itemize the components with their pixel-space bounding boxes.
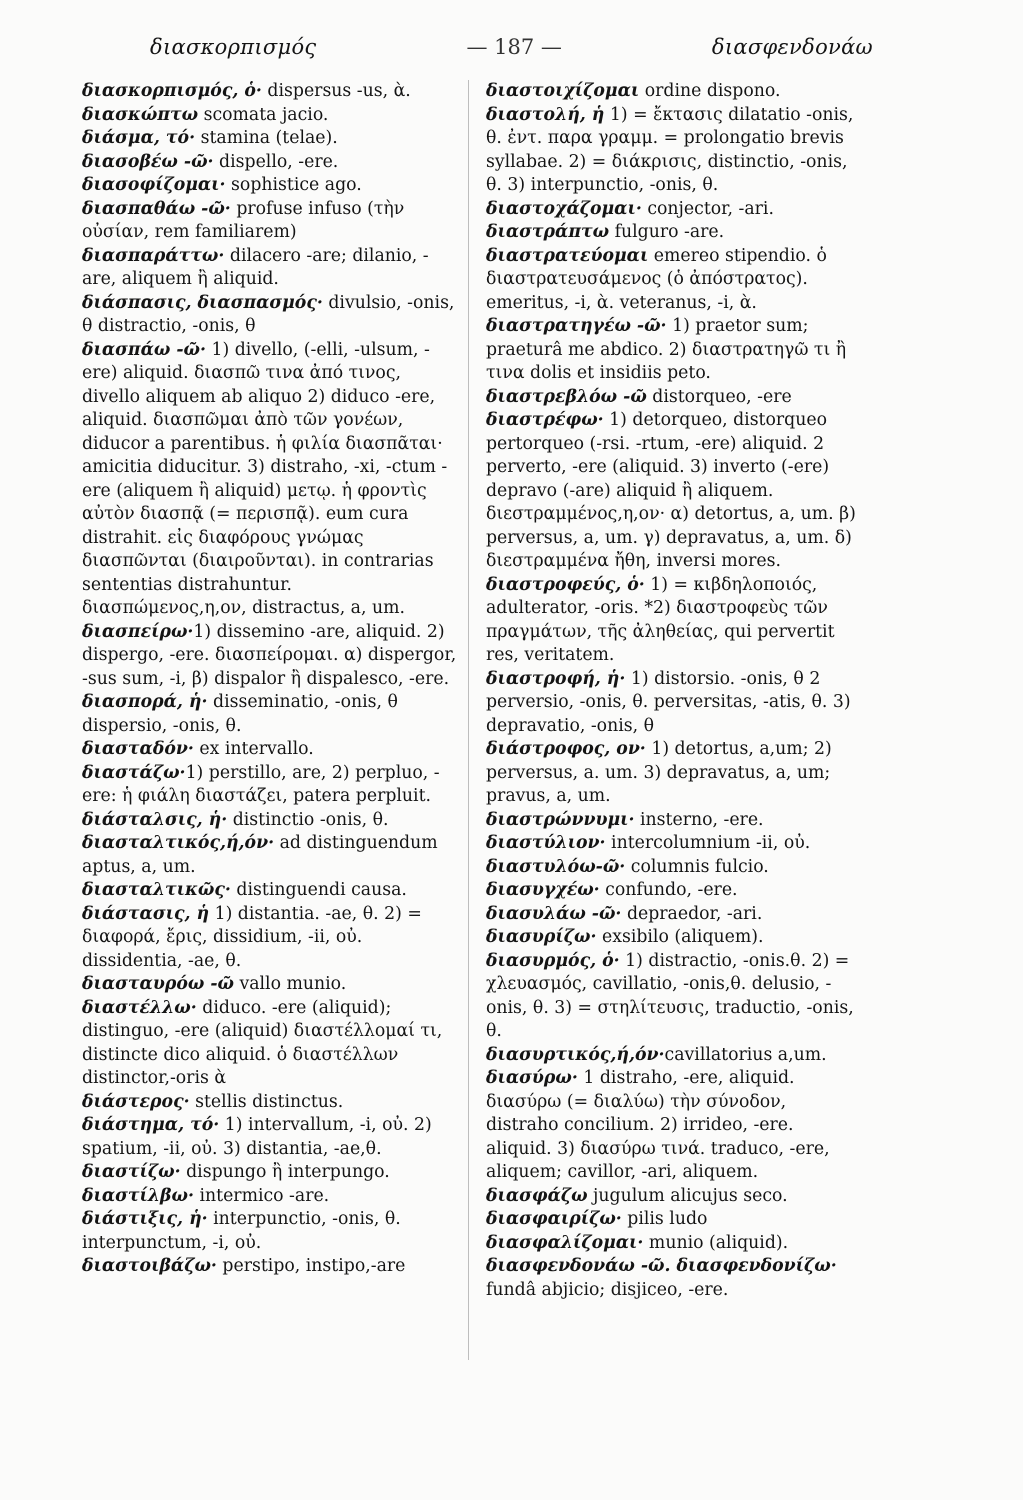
entry-headword: διαστράπτω xyxy=(486,222,610,242)
entry-definition: 1) distractio, -onis.θ. 2) = χλευασμός, cavillatio, -onis,θ. delusio, -onis, θ. 3) = στηλίτευσις, traductio, -onis, θ. xyxy=(486,950,854,1041)
dictionary-entry xyxy=(486,856,864,880)
entry-headword: διασφενδονάω -ῶ. διασφενδονίζω· xyxy=(486,1256,837,1276)
entry-headword: διαστίλβω· xyxy=(82,1185,194,1206)
entry-definition: 1) detorqueo, distorqueo pertorqueo (-rsi. -rtum, -ere) aliquid. 2 perverto, -ere (aliquid. 3) inverto (-ere) depravo (-are) aliquid ἢ aliquem. διεστραμμένος,η,ον· α) detortus, a, um. β) perversus, a, um. γ) depravatus, a, um. δ) διεστραμμένα ἤθη, inversi mores. xyxy=(486,410,856,571)
dictionary-entry xyxy=(82,104,462,128)
entry-headword: διασπαράττω· xyxy=(82,245,225,266)
dictionary-entry xyxy=(486,1232,864,1256)
entry-headword: διασυρίζω· xyxy=(486,927,597,947)
dictionary-entry xyxy=(486,198,864,222)
entry-headword: διάσταλσις, ἡ· xyxy=(82,809,228,830)
entry-definition: divulsio, -onis, θ distractio, -onis, θ xyxy=(82,292,455,336)
entry-definition: munio (aliquid). xyxy=(643,1232,789,1253)
left-column xyxy=(82,80,462,1279)
entry-headword: διασταδόν· xyxy=(82,739,194,759)
entry-headword: διαστρώννυμι· xyxy=(486,809,635,830)
entry-definition: 1) dissemino -are, aliquid. 2) dispergo, -ere. διασπείρομαι. α) dispergor, -sus sum, -i, β) dispalor ἢ dispalesco, -ere. xyxy=(82,621,457,689)
entry-headword: διασκορπισμός, ὁ· xyxy=(82,81,262,101)
dictionary-entry xyxy=(486,1255,864,1302)
entry-headword: διαστρατηγέω -ῶ· xyxy=(486,316,667,336)
entry-definition: dilacero -are; dilanio, -are, aliquem ἢ aliquid. xyxy=(82,245,429,289)
entry-definition: scomata jacio. xyxy=(198,104,329,125)
entry-headword: διασυλάω -ῶ· xyxy=(486,903,622,924)
entry-definition: depraedor, -ari. xyxy=(621,903,763,924)
entry-definition: insterno, -ere. xyxy=(634,809,764,830)
entry-headword: διαστάζω· xyxy=(82,762,186,783)
entry-definition: perstipo, instipo,-are xyxy=(216,1256,406,1276)
dictionary-entry xyxy=(486,1185,864,1209)
entry-definition: jugulum alicujus seco. xyxy=(587,1185,788,1206)
dictionary-entry xyxy=(82,809,462,833)
entry-headword: διαστύλιον· xyxy=(486,833,606,853)
entry-headword: διαστοχάζομαι· xyxy=(486,198,642,219)
entry-headword: διασπείρω· xyxy=(82,621,194,642)
entry-headword: διασύρω· xyxy=(486,1068,578,1088)
entry-headword: διάστροφος, ον· xyxy=(486,739,646,759)
entry-headword: διαστίζω· xyxy=(82,1162,181,1182)
entry-headword: διάσμα, τό· xyxy=(82,128,196,148)
entry-definition: 1) praetor sum; praeturâ me abdico. 2) διαστρατηγῶ τι ἢ τινα dolis et insidiis peto. xyxy=(486,316,847,383)
entry-definition: intermico -are. xyxy=(193,1185,330,1206)
dictionary-entry xyxy=(82,198,462,245)
dictionary-entry xyxy=(82,80,462,104)
entry-headword: διασοφίζομαι· xyxy=(82,175,226,195)
page-header xyxy=(150,30,873,64)
dictionary-entry xyxy=(82,997,462,1091)
entry-headword: διασοβέω -ῶ· xyxy=(82,151,214,172)
dictionary-entry xyxy=(486,668,864,739)
entry-definition: 1) distantia. -ae, θ. 2) = διαφορά, ἔρις, dissidium, -ii, οὐ. dissidentia, -ae, θ. xyxy=(82,903,422,971)
entry-headword: διάστασις, ἡ xyxy=(82,903,210,924)
dictionary-entry xyxy=(82,903,462,974)
entry-definition: exsibilo (aliquem). xyxy=(596,927,764,947)
entry-headword: διαστυλόω-ῶ· xyxy=(486,856,626,877)
dictionary-entry xyxy=(82,1208,462,1255)
dictionary-entry xyxy=(486,80,864,104)
right-running-head: διασφενδονάω xyxy=(711,35,873,59)
entry-definition: cavillatorius a,um. xyxy=(664,1044,827,1065)
dictionary-entry xyxy=(486,104,864,198)
dictionary-entry xyxy=(82,151,462,175)
entry-definition: 1) divello, (-elli, -ulsum, -ere) aliquid. διασπῶ τινα ἀπό τινος, divello aliquem ab aliquo 2) diduco -ere, aliquid. διασπῶμαι ἀπὸ τῶν γονέων, diducor a parentibus. ἡ φιλία διασπᾶται· amicitia diducitur. 3) distraho, -xi, -ctum -ere (aliquem ἢ aliquid) μετῳ. ἡ φροντὶς αὐτὸν διασπᾷ (= περισπᾷ). eum cura distrahit. εἰς διαφόρους γνώμας διασπῶνται (διαιροῦνται). in contrarias sententias distrahuntur. διασπώμενος,η,ον, distractus, a, um. xyxy=(82,339,448,618)
dictionary-entry xyxy=(486,738,864,809)
entry-definition: profuse infuso (τὴν οὐσίαν, rem familiarem) xyxy=(82,198,405,242)
entry-headword: διάστερος· xyxy=(82,1091,190,1112)
dictionary-entry xyxy=(82,245,462,292)
dictionary-entry xyxy=(82,621,462,692)
entry-definition: disseminatio, -onis, θ dispersio, -onis, θ. xyxy=(82,692,398,736)
entry-definition: interpunctio, -onis, θ. interpunctum, -i, οὐ. xyxy=(82,1209,401,1253)
entry-definition: 1) detortus, a,um; 2) perversus, a. um. 3) depravatus, a, um; pravus, a, um. xyxy=(486,739,832,806)
entry-definition: fulguro -are. xyxy=(609,222,725,242)
entry-headword: διασυρτικός,ή,όν· xyxy=(486,1044,665,1065)
entry-definition: distinctio -onis, θ. xyxy=(227,809,389,830)
right-column xyxy=(486,80,864,1302)
dictionary-entry xyxy=(82,738,462,762)
dictionary-entry xyxy=(486,221,864,245)
dictionary-entry xyxy=(82,762,462,809)
dictionary-entry xyxy=(486,1067,864,1185)
entry-definition: 1) distorsio. -onis, θ 2 perversio, -onis, θ. perversitas, -atis, θ. 3) depravatio, -onis, θ xyxy=(486,668,851,736)
dictionary-entry xyxy=(82,1255,462,1279)
entry-definition: 1) = ἔκτασις dilatatio -onis, θ. ἐντ. παρα γραμμ. = prolongatio brevis syllabae. 2) = διάκρισις, distinctio, -onis, θ. 3) interpunctio, -onis, θ. xyxy=(486,104,854,195)
entry-definition: distinguendi causa. xyxy=(230,880,407,900)
dictionary-entry xyxy=(82,1161,462,1185)
entry-definition: dispersus -us, ὰ. xyxy=(261,81,411,101)
entry-headword: διασφαλίζομαι· xyxy=(486,1232,644,1253)
dictionary-entry xyxy=(82,292,462,339)
entry-headword: διάσπασις, διασπασμός· xyxy=(82,292,323,313)
entry-headword: διασυρμός, ὁ· xyxy=(486,950,620,971)
dictionary-entry xyxy=(486,386,864,410)
entry-definition: 1) perstillo, are, 2) perpluo, -ere: ἡ φιάλη διαστάζει, patera perpluit. xyxy=(82,762,440,806)
dictionary-entry xyxy=(486,832,864,856)
entry-headword: διαστέλλω· xyxy=(82,997,197,1018)
dictionary-entry xyxy=(486,926,864,950)
dictionary-entry xyxy=(82,1114,462,1161)
dictionary-entry xyxy=(82,127,462,151)
dictionary-entry xyxy=(82,879,462,903)
entry-headword: διασυγχέω· xyxy=(486,880,600,900)
entry-definition: pilis ludo xyxy=(621,1209,708,1229)
dictionary-entry xyxy=(486,315,864,386)
entry-definition: confundo, -ere. xyxy=(599,880,738,900)
dictionary-entry xyxy=(82,174,462,198)
entry-headword: διαστολή, ἡ xyxy=(486,104,605,125)
entry-definition: stamina (telae). xyxy=(195,128,338,148)
dictionary-entry xyxy=(82,973,462,997)
column-divider xyxy=(468,80,469,1360)
dictionary-entry xyxy=(486,809,864,833)
entry-headword: διασπαθάω -ῶ· xyxy=(82,198,231,219)
dictionary-entry xyxy=(486,879,864,903)
entry-headword: διασκώπτω xyxy=(82,104,199,125)
entry-definition: conjector, -ari. xyxy=(641,198,774,219)
page-number: — 187 — xyxy=(466,35,562,59)
entry-definition: vallo munio. xyxy=(233,974,347,994)
entry-definition: diduco. -ere (aliquid); distinguo, -ere (aliquid) διαστέλλομαί τι, distincte dico aliquid. ὁ διαστέλλων distinctor,-oris ὰ xyxy=(82,997,443,1088)
entry-headword: διάστημα, τό· xyxy=(82,1115,220,1135)
dictionary-entry xyxy=(486,950,864,1044)
dictionary-entry xyxy=(82,832,462,879)
entry-headword: διασφάζω xyxy=(486,1185,588,1206)
entry-headword: διαστοιβάζω· xyxy=(82,1256,217,1276)
entry-definition: stellis distinctus. xyxy=(189,1091,344,1112)
dictionary-entry xyxy=(82,691,462,738)
entry-definition: 1 distraho, -ere, aliquid. διασύρω (= διαλύω) τὴν σύνοδον, distraho concilium. 2) irrideo, -ere. aliquid. 3) διασύρω τινά. traduco, -ere, aliquem; cavillor, -ari, aliquem. xyxy=(486,1068,830,1182)
entry-definition: 1) = κιβδηλοποιός, adulterator, -oris. *2) διαστροφεὺς τῶν πραγμάτων, τῆς ἀληθείας, qui pervertit res, veritatem. xyxy=(486,574,835,665)
dictionary-entry xyxy=(486,1208,864,1232)
entry-definition: ordine dispono. xyxy=(639,81,781,101)
entry-headword: διαστοιχίζομαι xyxy=(486,81,640,101)
entry-definition: columnis fulcio. xyxy=(625,856,769,877)
entry-headword: διασταλτικός,ή,όν· xyxy=(82,833,275,853)
entry-definition: 1) intervallum, -i, οὐ. 2) spatium, -ii, οὐ. 3) distantia, -ae,θ. xyxy=(82,1115,432,1159)
entry-definition: fundâ abjicio; disjiceo, -ere. xyxy=(486,1279,729,1300)
dictionary-entry xyxy=(82,1091,462,1115)
entry-definition: dispello, -ere. xyxy=(213,151,339,172)
entry-headword: διασφαιρίζω· xyxy=(486,1209,622,1229)
entry-headword: διασπορά, ἡ· xyxy=(82,692,208,712)
dictionary-entry xyxy=(486,1044,864,1068)
entry-headword: διαστρατεύομαι xyxy=(486,245,649,266)
dictionary-entry xyxy=(486,245,864,316)
entry-definition: dispungo ἢ interpungo. xyxy=(180,1162,390,1182)
entry-headword: διασπάω -ῶ· xyxy=(82,339,206,360)
entry-definition: sophistice ago. xyxy=(225,175,362,195)
entry-headword: διάστιξις, ἡ· xyxy=(82,1209,208,1229)
entry-headword: διασταυρόω -ῶ xyxy=(82,974,234,994)
entry-headword: διαστρέφω· xyxy=(486,410,604,430)
dictionary-entry xyxy=(486,574,864,668)
entry-headword: διαστρεβλόω -ῶ xyxy=(486,386,647,407)
entry-definition: ad distinguendum aptus, a, um. xyxy=(82,833,438,877)
entry-definition: ex intervallo. xyxy=(193,739,314,759)
entry-headword: διαστροφή, ἡ· xyxy=(486,668,626,689)
dictionary-entry xyxy=(486,409,864,574)
left-running-head: διασκορπισμός xyxy=(150,35,317,59)
entry-headword: διαστροφεύς, ὁ· xyxy=(486,574,645,595)
entry-headword: διασταλτικῶς· xyxy=(82,880,231,900)
dictionary-entry xyxy=(82,1185,462,1209)
entry-definition: emereo stipendio. ὁ διαστρατευσάμενος (ὁ ἀπόστρατος). emeritus, -i, ὰ. veteranus, -i, ὰ. xyxy=(486,245,827,313)
entry-definition: intercolumnium -ii, οὐ. xyxy=(605,833,811,853)
dictionary-entry xyxy=(486,903,864,927)
entry-definition: distorqueo, -ere xyxy=(646,386,792,407)
dictionary-entry xyxy=(82,339,462,621)
